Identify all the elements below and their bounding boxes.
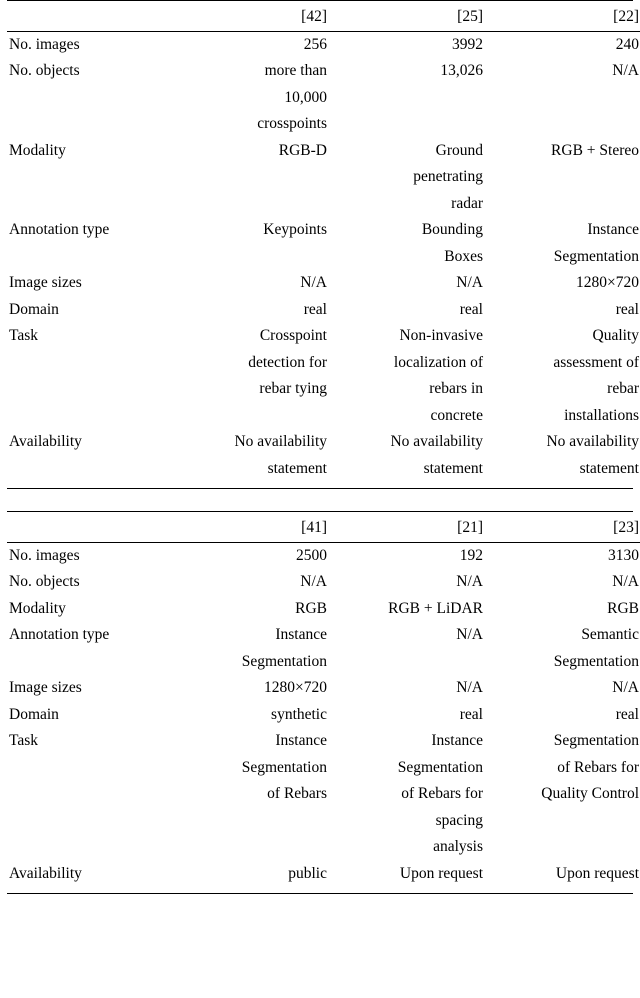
table1-row-label — [7, 456, 173, 483]
table2-row — [7, 834, 640, 861]
table2-row — [7, 781, 640, 808]
table2-cell: Instance — [275, 732, 327, 749]
table2-cell: analysis — [433, 838, 483, 855]
table1-cell: Ground — [435, 141, 483, 159]
table2-row — [7, 702, 640, 729]
table2-row-label: Availability — [9, 864, 82, 882]
table1-cell: Keypoints — [263, 221, 327, 238]
table2-header-cell: [23] — [613, 519, 639, 536]
table1-row-label: Availability — [9, 433, 82, 450]
table1-cell: N/A — [456, 274, 483, 291]
table2-cell: N/A — [456, 626, 483, 643]
table2-row-label: Annotation type — [9, 626, 110, 643]
table1-cell — [329, 111, 485, 138]
table1-cell: rebar tying — [259, 380, 327, 397]
table2-row-label: No. images — [7, 542, 173, 569]
table2-row — [7, 808, 640, 835]
table1-cell — [173, 403, 329, 430]
table2-cell: Upon request — [399, 864, 483, 882]
table1-header-cell: [25] — [457, 8, 483, 25]
table1-cell: 1280×720 — [576, 274, 639, 291]
table1-cell: N/A — [300, 274, 327, 291]
table2-row-label: No. objects — [9, 573, 80, 590]
table1-header-corner — [7, 4, 173, 31]
table1-row-label — [7, 164, 173, 191]
table2-row-label: Modality — [9, 599, 66, 617]
table1-cell — [173, 244, 329, 271]
table2-cell: N/A — [456, 679, 483, 696]
table2-row — [7, 649, 640, 676]
table2-cell — [173, 808, 329, 835]
table2-row — [7, 569, 640, 596]
table1-row — [7, 297, 640, 324]
table2-cell — [173, 834, 329, 861]
table1-cell: installations — [564, 406, 639, 424]
table1-row-label: No. objects — [9, 62, 80, 79]
table1-row — [7, 191, 640, 218]
table2-row — [7, 596, 640, 623]
table1-cell: statement — [579, 459, 639, 477]
table1-row-label: Annotation type — [9, 221, 110, 238]
table1-cell: penetrating — [413, 168, 483, 185]
table2-cell: Segmentation — [241, 652, 327, 670]
table1-cell: Boxes — [444, 247, 483, 265]
table1-cell: Quality — [592, 327, 639, 344]
table1-row — [7, 244, 640, 271]
table1-row-label — [7, 85, 173, 112]
table1-header-cell: [42] — [301, 8, 327, 25]
table2-row-label — [7, 755, 173, 782]
table1-cell: Instance — [587, 221, 639, 238]
table2-row — [7, 675, 640, 702]
table1-cell: rebars in — [429, 380, 483, 397]
table1-cell — [485, 111, 640, 138]
table1-cell: 256 — [173, 31, 329, 58]
table2-cell: RGB — [295, 599, 327, 617]
table1-cell — [173, 191, 329, 218]
table1-header-row — [7, 4, 640, 31]
table1-cell — [173, 164, 329, 191]
table1-row-label — [7, 376, 173, 403]
table2-cell: synthetic — [271, 705, 327, 723]
table1-row — [7, 111, 640, 138]
table2-cell: Upon request — [555, 864, 639, 882]
table2-cell: Quality Control — [541, 785, 639, 802]
table2-row-label — [7, 834, 173, 861]
table2-row — [7, 755, 640, 782]
table2-cell — [329, 649, 485, 676]
table1-cell: more than — [264, 62, 327, 79]
table1-cell: rebar — [607, 380, 639, 397]
table2-cell: of Rebars — [267, 785, 327, 802]
table1-row — [7, 31, 640, 58]
table2-row-label — [7, 781, 173, 808]
table2-row — [7, 622, 640, 649]
table1-cell: 13,026 — [440, 62, 483, 79]
table1-cell: No availability — [234, 433, 327, 450]
table2-row-label — [7, 649, 173, 676]
table1-row — [7, 85, 640, 112]
table2-row — [7, 861, 640, 888]
dataset-comparison-table-1 — [0, 0, 640, 489]
table1-row-label: No. images — [7, 31, 173, 58]
table1-cell: RGB-D — [278, 141, 327, 159]
table2-cell: 1280×720 — [264, 679, 327, 696]
table2-cell: real — [459, 705, 483, 723]
table2-header-corner — [7, 515, 173, 542]
table1-cell — [485, 85, 640, 112]
table2-row — [7, 542, 640, 569]
table1-row — [7, 138, 640, 165]
table2-cell: 2500 — [173, 542, 329, 569]
table1-row — [7, 164, 640, 191]
table1-cell: Segmentation — [553, 247, 639, 265]
table2-row-label: Image sizes — [9, 679, 82, 696]
table1-cell: statement — [423, 459, 483, 477]
table2-header-row — [7, 515, 640, 542]
table1-cell: assessment of — [553, 353, 639, 371]
table2-cell: Semantic — [581, 626, 639, 643]
table1-cell: real — [303, 300, 327, 318]
table1-row — [7, 429, 640, 456]
table1-cell: Bounding — [421, 221, 483, 238]
table1-row-label: Image sizes — [9, 274, 82, 291]
table1-row — [7, 376, 640, 403]
table1-row-label — [7, 244, 173, 271]
table2-header-cell: [21] — [457, 519, 483, 536]
table1-row-label: Domain — [9, 300, 59, 318]
table1-cell — [329, 85, 485, 112]
table2-cell: Instance — [431, 732, 483, 749]
table2-cell: N/A — [612, 573, 639, 590]
table1-cell: 10,000 — [284, 88, 327, 106]
table1-row — [7, 58, 640, 85]
table1-cell: crosspoints — [257, 115, 327, 132]
table2-bottom-rule — [7, 893, 633, 894]
table1-cell: RGB + Stereo — [551, 141, 639, 159]
table1-cell: No availability — [546, 433, 639, 450]
table1-cell: No availability — [390, 433, 483, 450]
table1-cell: Crosspoint — [259, 327, 327, 344]
table1-cell: 3992 — [329, 31, 485, 58]
table1-cell: real — [459, 300, 483, 318]
table1-cell: statement — [267, 459, 327, 477]
table1-row — [7, 456, 640, 483]
table1-row-label — [7, 191, 173, 218]
table1-row-label — [7, 111, 173, 138]
table2-header-cell: [41] — [301, 519, 327, 536]
table2-cell: public — [288, 864, 327, 882]
table1-cell: radar — [451, 194, 483, 212]
dataset-comparison-table-2 — [0, 511, 640, 894]
table2-row — [7, 728, 640, 755]
table2-cell: of Rebars for — [557, 758, 639, 776]
table2-grid — [7, 515, 640, 887]
table2-cell: 3130 — [485, 542, 640, 569]
table1-cell: localization of — [393, 353, 483, 371]
table2-cell: N/A — [456, 573, 483, 590]
table2-cell — [485, 808, 640, 835]
table1-row-label: Modality — [9, 141, 66, 159]
table2-row-label — [7, 808, 173, 835]
table1-row-label: Task — [9, 327, 39, 344]
table1-cell: detection for — [248, 353, 327, 371]
table1-cell — [485, 191, 640, 218]
table2-cell: real — [615, 705, 639, 723]
table1-cell — [485, 164, 640, 191]
table2-cell: RGB — [607, 599, 639, 617]
table2-row-label: Domain — [9, 705, 59, 723]
table2-row-label: Task — [9, 732, 39, 749]
table1-cell: 240 — [485, 31, 640, 58]
table1-row — [7, 350, 640, 377]
table2-cell: Segmentation — [553, 732, 639, 749]
table1-row-label — [7, 403, 173, 430]
table-gap — [0, 489, 640, 511]
table2-cell — [485, 834, 640, 861]
table1-row — [7, 270, 640, 297]
table1-cell: N/A — [612, 62, 639, 79]
table2-cell: N/A — [300, 573, 327, 590]
table1-row — [7, 217, 640, 244]
table2-cell: spacing — [435, 811, 483, 829]
table2-cell: of Rebars for — [401, 785, 483, 802]
table2-cell: Instance — [275, 626, 327, 643]
table1-row — [7, 403, 640, 430]
table1-header-cell: [22] — [613, 8, 639, 25]
table1-row — [7, 323, 640, 350]
table1-cell: concrete — [430, 406, 483, 424]
table1-cell: real — [615, 300, 639, 318]
table2-cell: RGB + LiDAR — [388, 599, 483, 617]
table1-row-label — [7, 350, 173, 377]
table1-grid — [7, 4, 640, 482]
table2-cell: 192 — [329, 542, 485, 569]
table2-cell: Segmentation — [553, 652, 639, 670]
table1-cell: Non-invasive — [399, 327, 483, 344]
table2-cell: N/A — [612, 679, 639, 696]
table2-cell: Segmentation — [397, 758, 483, 776]
table2-cell: Segmentation — [241, 758, 327, 776]
